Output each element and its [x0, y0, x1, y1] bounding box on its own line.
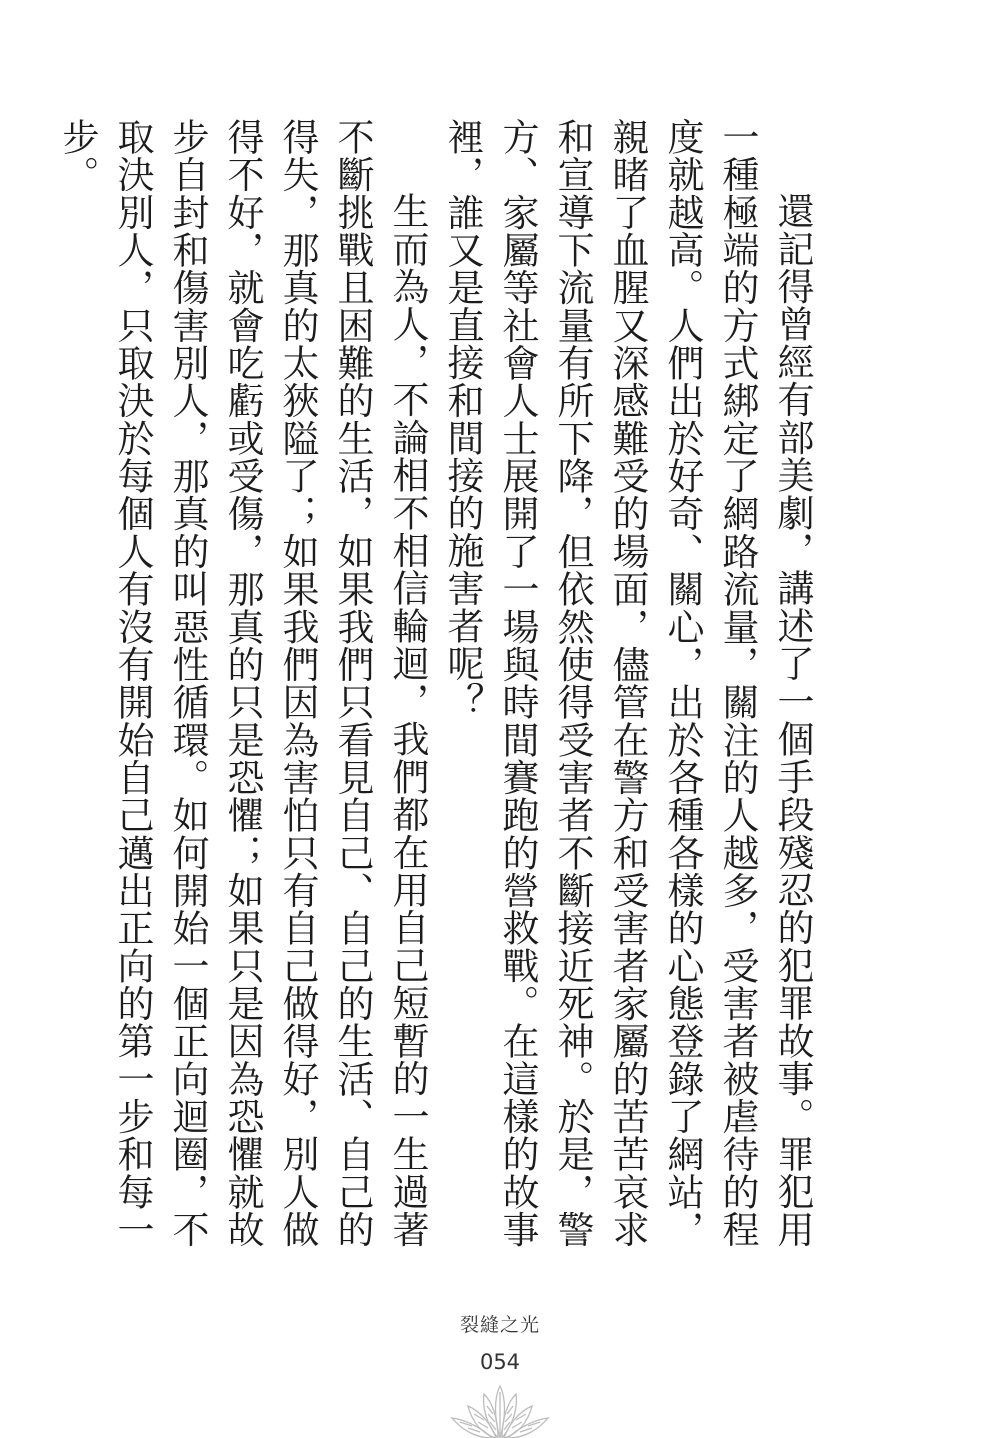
running-footer-title: 裂縫之光 — [459, 1314, 540, 1336]
leaf-crown-icon — [440, 1384, 560, 1438]
page-number: 054 — [479, 1350, 521, 1374]
paragraph-1: 還記得曾經有部美劇，講述了一個手段殘忍的犯罪故事。罪犯用一種極端的方式綁定了網路流量，關注的人越多，受害者被虐待的程度就越高。人們出於好奇、關心，出於各種各樣的心態登錄了網站，親睹了血腥又深感難受的場面，儘管在警方和受害者家屬的苦苦哀求和宣導下流量有所下降，但依然使得受害者不斷接近死神。於是，警方、家屬等社會人士展開了一場與時間賽跑的營救戰。在這樣的故事裡，誰又是直接和間接的施害者呢？ — [441, 118, 814, 1248]
body-text — [50, 118, 820, 1248]
paragraph-2: 生而為人，不論相不相信輪迴，我們都在用自己短暫的一生過著不斷挑戰且困難的生活，如果我們只看見自己、自己的生活、自己的得失，那真的太狹隘了；如果我們因為害怕只有自己做得好，別人做得不好，就會吃虧或受傷，那真的只是恐懼；如果只是因為恐懼就故步自封和傷害別人，那真的叫惡性循環。如何開始一個正向迴圈，不取決別人，只取決於每個人有沒有開始自己邁出正向的第一步和每一步。 — [56, 118, 429, 1248]
